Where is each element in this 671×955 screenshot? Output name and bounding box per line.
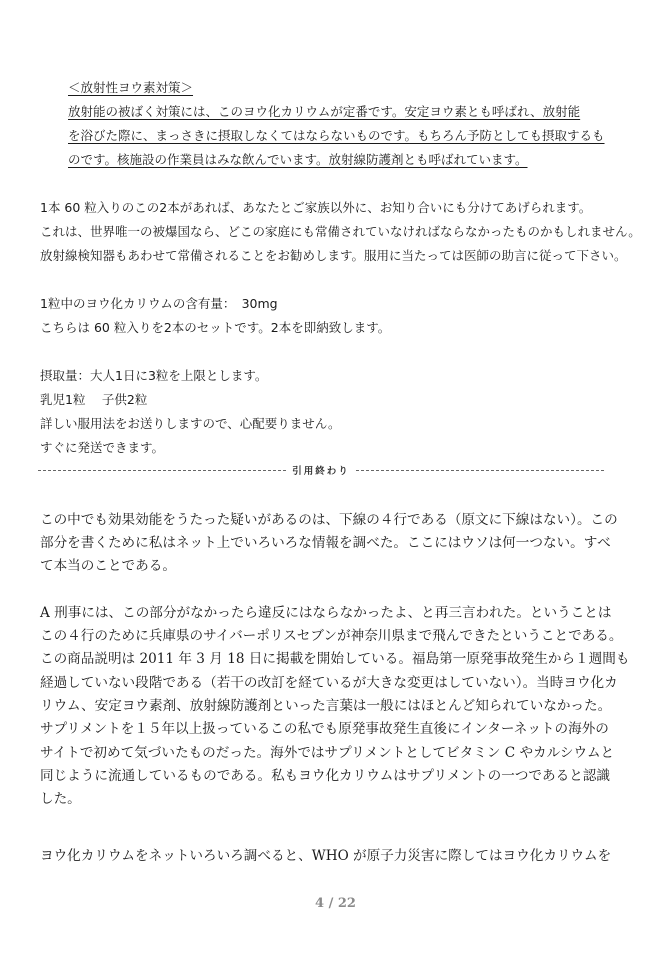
body-line: 経過していない段階である（若干の改訂を経ているが大きな変更はしていない）。当時ヨウ化カ xyxy=(40,675,618,691)
body-line: サプリメントを１５年以上扱っているこの私でも原発事故発生直後にインターネットの海外の xyxy=(40,721,609,737)
dashed-rule xyxy=(38,470,286,471)
body-line: リウム、安定ヨウ素剤、放射線防護剤といった言葉は一般にはほとんど知られていなかった。 xyxy=(40,698,612,714)
quote-line: すぐに発送できます。 xyxy=(40,440,165,455)
quote-line: 乳児1粒 子供2粒 xyxy=(40,392,148,407)
quote-line: これは、世界唯一の被爆国なら、どこの家庭にも常備されていなければならなかったものかもしれません。 xyxy=(40,224,641,239)
body-line: A 刑事には、この部分がなかったら違反にはならなかったよ、と再三言われた。ということは xyxy=(40,605,612,621)
quote-end-label: 引用終わり xyxy=(292,466,350,477)
page-number: 4 / 22 xyxy=(315,896,356,911)
body-line: した。 xyxy=(40,791,81,807)
quote-line: 1粒中のヨウ化カリウムの含有量： 30mg xyxy=(40,296,278,311)
quote-underlined-line: を浴びた際に、まっさきに摂取しなくてはならないものです。もちろん予防としても摂取するも xyxy=(68,128,605,143)
body-line: 部分を書くために私はネット上でいろいろな情報を調べた。ここにはウソは何一つない。すべ xyxy=(40,535,611,551)
quote-line: 摂取量：大人1日に3粒を上限とします。 xyxy=(40,368,268,383)
quote-line: こちらは 60 粒入りを2本のセットです。2本を即納致します。 xyxy=(40,320,391,335)
quote-heading: ＜放射性ヨウ素対策＞ xyxy=(68,80,194,95)
body-line: サイトで初めて気づいたものだった。海外ではサプリメントとしてビタミン C やカルシウムと xyxy=(40,745,615,761)
dashed-rule xyxy=(356,470,604,471)
body-line: この中でも効果効能をうたった疑いがあるのは、下線の４行である（原文に下線はない）。この xyxy=(40,512,618,528)
body-line: この商品説明は 2011 年 3 月 18 日に掲載を開始している。福島第一原発事故発生から１週間も xyxy=(40,651,630,667)
body-line: この４行のために兵庫県のサイバーポリスセブンが神奈川県まで飛んできたということである。 xyxy=(40,628,623,644)
quote-line: 放射線検知器もあわせて常備されることをお勧めします。服用に当たっては医師の助言に従って下さい。 xyxy=(40,248,627,263)
body-line: ヨウ化カリウムをネットいろいろ調べると、WHO が原子力災害に際してはヨウ化カリウムを xyxy=(40,848,612,864)
body-line: て本当のことである。 xyxy=(40,558,176,574)
quote-underlined-line: のです。核施設の作業員はみな飲んでいます。放射線防護剤とも呼ばれています。 xyxy=(68,152,528,167)
quote-line: 詳しい服用法をお送りしますので、心配要りません。 xyxy=(40,416,341,431)
body-line: 同じように流通しているものである。私もヨウ化カリウムはサプリメントの一つであると認識 xyxy=(40,768,610,784)
quote-line: 1本 60 粒入りのこの2本があれば、あなたとご家族以外に、お知り合いにも分けてあげられます。 xyxy=(40,200,592,215)
quote-end-divider xyxy=(38,459,604,481)
quote-underlined-line: 放射能の被ばく対策には、このヨウ化カリウムが定番です。安定ヨウ素とも呼ばれ、放射能 xyxy=(68,104,581,119)
